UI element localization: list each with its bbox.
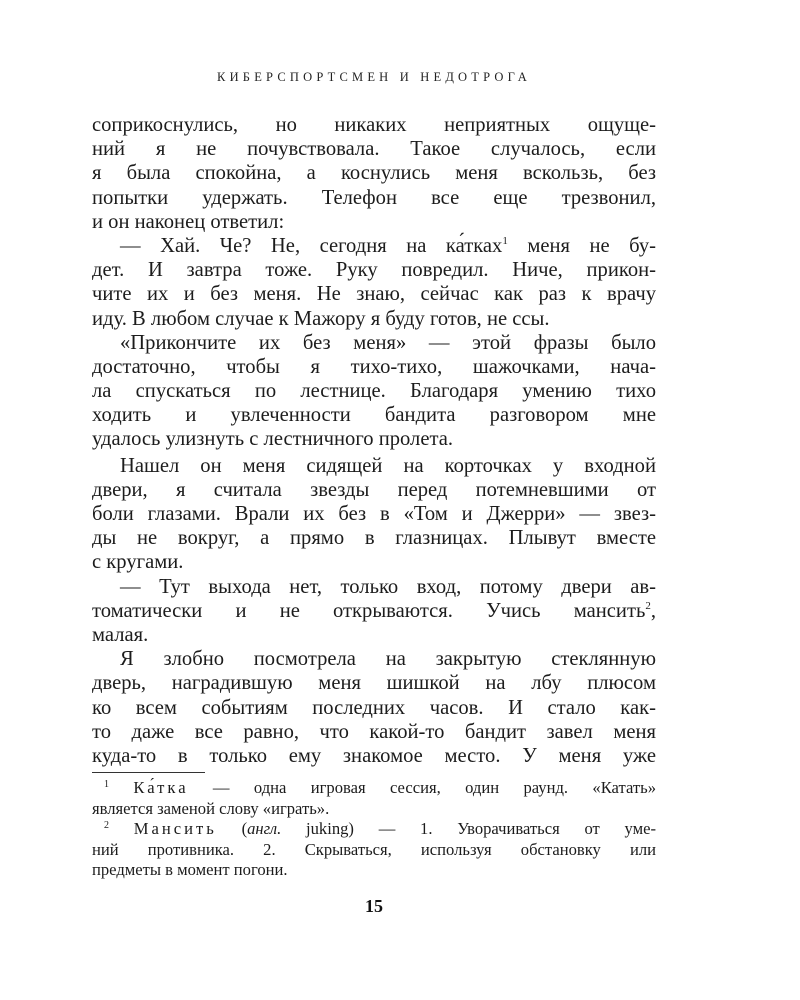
text-line [92,647,656,671]
text-line [92,355,656,379]
text-line-content: «Прикончите их без меня» — этой фразы было [120,331,656,354]
text-line [92,623,656,647]
text-line-content: иду. В любом случае к Мажору я буду готов, не ссы. [92,307,550,330]
text-line [92,478,656,502]
text-line-content: дет. И завтра тоже. Руку повредил. Ниче, прикон- [92,259,656,282]
text-line-content: боли глазами. Врали их без в «Том и Джерри» — звез- [92,503,656,525]
footnote-1-mark: 1 [104,779,109,790]
text-line-content: ходить и увлеченности бандита разговором мне [92,404,656,427]
text-line-continuation: , [650,599,656,622]
text-line-content: попытки удержать. Телефон все еще трезвонил, [92,186,656,209]
text-line [92,234,656,258]
body-text [92,113,656,768]
text-line-content: ла спускаться по лестнице. Благодаря умению тихо [92,380,656,403]
text-line [92,599,656,623]
text-line-content: дверь, наградившую меня шишкой на лбу плюсом [92,672,656,695]
text-line-content: Я злобно посмотрела на закрытую стеклянную [120,648,656,671]
footnote-1-definition-start: — одна игровая сессия, один раунд. «Катать» [188,778,656,797]
footnote-2-term: Мансить [133,819,217,838]
text-line [92,210,656,234]
running-head: КИБЕРСПОРТСМЕН И НЕДОТРОГА [217,70,531,84]
text-line-content: с кругами. [92,551,184,574]
text-line [92,307,656,331]
text-line [92,331,656,355]
text-line-content: двери, я считала звезды перед потемневшими от [92,478,656,501]
text-line-content: я была спокойна, а коснулись меня вскользь, без [92,162,656,185]
text-line-content: малая. [92,623,149,646]
text-line-content: соприкоснулись, но никаких неприятных ощуще- [92,114,656,136]
page-number: 15 [365,896,383,916]
text-line [92,550,656,574]
text-line [92,379,656,403]
text-line-content: куда-то в только ему знакомое место. У меня уже [92,744,656,767]
text-line-content: удалось улизнуть с лестничного пролета. [92,428,454,451]
text-line [92,744,656,768]
text-line [92,186,656,210]
text-line [92,671,656,695]
text-line [92,502,656,526]
text-line [92,427,656,451]
text-line-content: ды не вокруг, а прямо в глазницах. Плывут вместе [92,527,656,550]
text-line-content: достаточно, чтобы я тихо-тихо, шажочками, нача- [92,355,656,378]
footnote-1-term: Ка́тка [133,778,189,797]
footnote-2-definition-start: juking) — 1. Уворачиваться от уме- [281,819,656,838]
footnote-2-line-2: ний противника. 2. Скрываться, используя обстановку или [92,839,656,859]
footnote-divider [92,772,205,773]
text-line-content: и он наконец ответил: [92,210,285,233]
text-line [92,258,656,282]
text-line-content: Нашел он меня сидящей на корточках у входной [120,454,656,477]
text-line-content: ний я не почувствовала. Такое случалось, если [92,138,656,161]
footnote-reference[interactable]: 1 [502,234,508,247]
text-line [92,454,656,478]
text-line [92,696,656,720]
footnote-reference[interactable]: 2 [645,599,651,612]
footnote-2-line-1 [92,819,656,840]
footnotes [92,778,656,881]
text-line-continuation: меня не бу- [507,234,656,257]
text-line [92,113,656,137]
footnote-2-lang: англ. [247,819,282,838]
text-line [92,282,656,306]
text-line-content: — Тут выхода нет, только вход, потому двери ав- [120,575,656,598]
footnote-2-mark: 2 [104,820,109,831]
footnote-2-line-3: предметы в момент погони. [92,860,288,879]
text-line-content: томатически и не открываются. Учись мансить [92,599,646,622]
text-line [92,526,656,550]
footnote-2-paren: ( [216,819,248,838]
text-line [92,720,656,744]
text-line-content: чите их и без меня. Не знаю, сейчас как раз к врачу [92,283,656,306]
text-line [92,137,656,161]
text-line [92,403,656,427]
text-line-content: — Хай. Че? Не, сегодня на ка́тках [120,234,503,257]
footnote-1-line-2: является заменой слову «играть». [92,798,330,818]
footnote-1-line-1 [92,778,656,799]
text-line-content: ко всем событиям последних часов. И стало как- [92,696,656,719]
text-line [92,161,656,185]
text-line-content: то даже все равно, что какой-то бандит завел меня [92,720,656,743]
text-line [92,575,656,599]
